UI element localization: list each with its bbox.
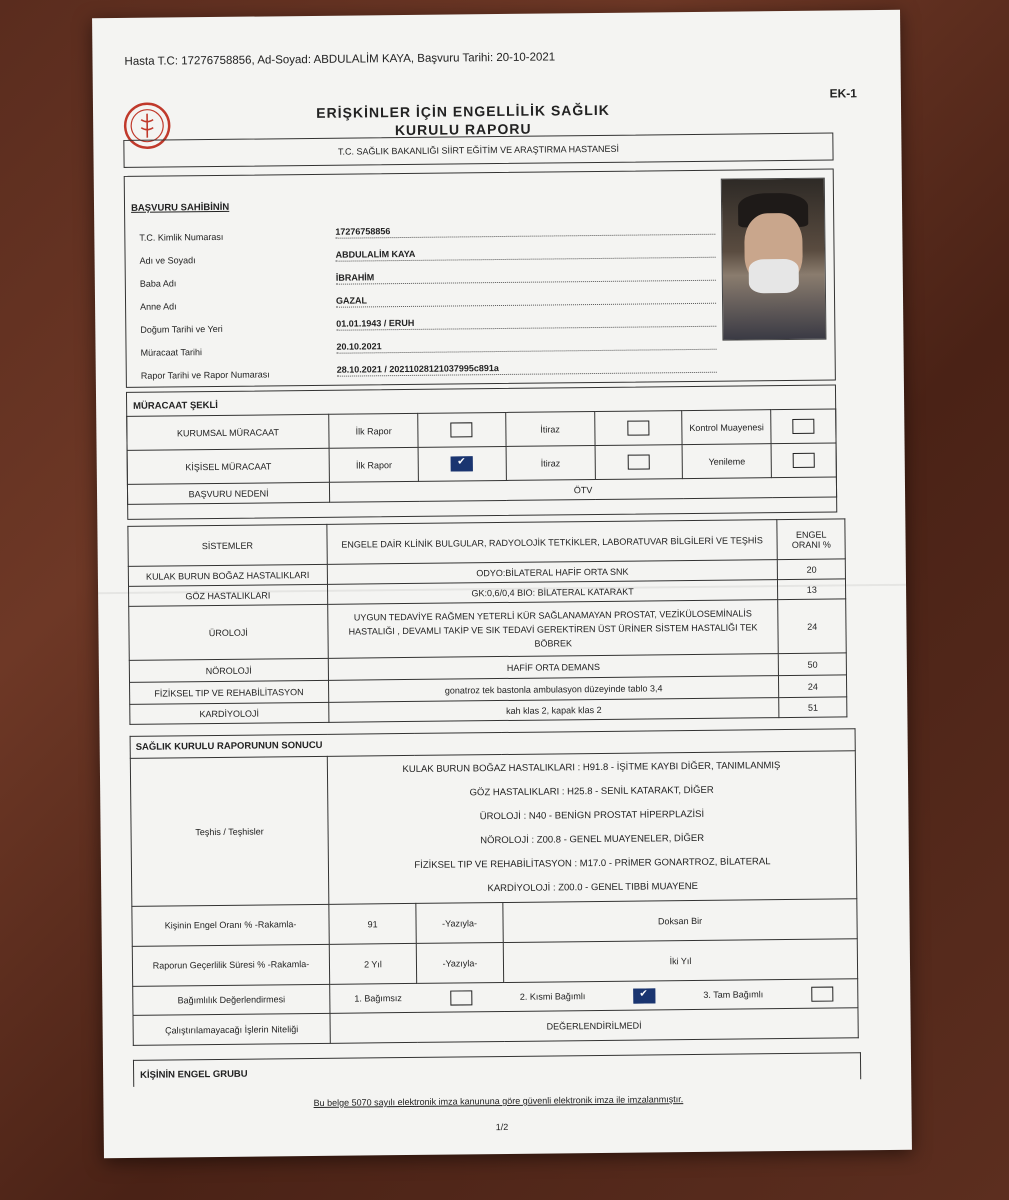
field-value-mother: GAZAL	[336, 292, 716, 308]
inst-first-report-label: İlk Rapor	[329, 413, 419, 448]
renewal-label: Yenileme	[682, 444, 772, 479]
rate-ftr: 24	[779, 675, 847, 698]
system-ftr: FİZİKSEL TIP VE REHABİLİTASYON	[130, 680, 329, 704]
field-value-report: 28.10.2021 / 20211028121037995c891a	[337, 361, 717, 377]
result-table	[130, 728, 859, 1046]
inst-first-report-checkbox[interactable]	[451, 422, 473, 437]
application-table	[126, 408, 837, 504]
pers-first-report-cell	[418, 446, 506, 481]
control-label: Kontrol Muayenesi	[682, 410, 772, 445]
field-label-birth: Doğum Tarihi ve Yeri	[140, 323, 223, 335]
system-ent: KULAK BURUN BOĞAZ HASTALIKLARI	[128, 564, 327, 586]
inst-objection-cell	[595, 411, 683, 446]
finding-ent: ODYO:BİLATERAL HAFİF ORTA SNK	[327, 560, 778, 585]
renewal-cell	[771, 443, 836, 478]
diagnosis-item: KULAK BURUN BOĞAZ HASTALIKLARI : H91.8 - İŞİTME KAYBI DİĞER, TANIMLANMIŞ	[402, 759, 781, 775]
dep-full-label: 3. Tam Bağımlı	[703, 989, 764, 1000]
applicant-section	[124, 169, 836, 388]
jobs-label: Çalıştırılamayacağı İşlerin Niteliği	[133, 1013, 330, 1045]
applicant-photo	[721, 178, 827, 341]
col-rate-header: ENGEL ORANI %	[777, 519, 845, 560]
dep-partial-checkbox[interactable]	[633, 988, 655, 1003]
inst-first-report-cell	[418, 412, 506, 447]
col-findings-header: ENGELE DAİR KLİNİK BULGULAR, RADYOLOJİK TETKİKLER, LABORATUVAR BİLGİLERİ VE TEŞHİS	[327, 520, 778, 565]
reason-label: BAŞVURU NEDENİ	[127, 482, 329, 504]
inst-objection-checkbox[interactable]	[627, 420, 649, 435]
field-value-father: İBRAHİM	[336, 269, 716, 285]
renewal-checkbox[interactable]	[793, 453, 815, 468]
field-label-apply-date: Müracaat Tarihi	[140, 347, 202, 358]
validity-number: 2 Yıl	[329, 943, 416, 984]
form-code: EK-1	[829, 86, 857, 101]
diagnosis-list	[327, 751, 857, 905]
field-value-birth: 01.01.1943 / ERUH	[336, 315, 716, 331]
finding-urology: UYGUN TEDAVİYE RAĞMEN YETERLİ KÜR SAĞLANAMAYAN PROSTAT, VEZİKÜLOSEMİNALİS HASTALIĞI , DEVAMLI TAKİP VE SIK TEDAVİ GEREKTİREN ÜST ÜRİNER SİSTEM HASTALIĞI TEK BÖBREK	[327, 600, 778, 659]
dep-independent-label: 1. Bağımsız	[354, 993, 402, 1004]
field-label-name: Adı ve Soyadı	[139, 255, 196, 266]
dep-independent-checkbox[interactable]	[450, 990, 472, 1005]
diagnosis-item: GÖZ HASTALIKLARI : H25.8 - SENİL KATARAKT, DİĞER	[469, 784, 714, 798]
rate-ent: 20	[778, 559, 846, 580]
application-section-title: MÜRACAAT ŞEKLİ	[133, 399, 218, 412]
rate-eye: 13	[778, 579, 846, 600]
pers-objection-checkbox[interactable]	[628, 454, 650, 469]
system-urology: ÜROLOJİ	[129, 604, 328, 660]
field-label-mother: Anne Adı	[140, 301, 177, 312]
finding-neurology: HAFİF ORTA DEMANS	[328, 654, 779, 681]
pers-objection-label: İtiraz	[506, 446, 596, 481]
rate-label: Kişinin Engel Oranı % -Rakamla-	[132, 904, 329, 946]
result-section-title: SAĞLIK KURULU RAPORUNUN SONUCU	[130, 729, 855, 759]
personal-label: KİŞİSEL MÜRACAAT	[127, 448, 329, 484]
dependency-label: Bağımlılık Değerlendirmesi	[133, 984, 330, 1015]
field-label-father: Baba Adı	[139, 278, 177, 289]
dep-partial-label: 2. Kısmi Bağımlı	[519, 991, 586, 1002]
inst-objection-label: İtiraz	[505, 412, 595, 447]
validity-written-label: -Yazıyla-	[416, 943, 503, 984]
hospital-name: T.C. SAĞLIK BAKANLIĞI SİİRT EĞİTİM VE ARAŞTIRMA HASTANESİ	[123, 133, 833, 168]
diagnosis-label: Teşhis / Teşhisler	[130, 756, 329, 906]
pers-first-report-checkbox[interactable]	[451, 456, 473, 471]
rate-written-label: -Yazıyla-	[416, 903, 503, 944]
field-label-tc: T.C. Kimlik Numarası	[139, 231, 224, 243]
validity-text: İki Yıl	[503, 939, 857, 983]
diagnosis-item: FİZİKSEL TIP VE REHABİLİTASYON : M17.0 - PRİMER GONARTROZ, BİLATERAL	[414, 855, 771, 871]
field-value-apply-date: 20.10.2021	[336, 338, 716, 354]
system-cardiology: KARDİYOLOJİ	[130, 702, 329, 724]
diagnosis-item: NÖROLOJİ : Z00.8 - GENEL MUAYENELER, DİĞER	[480, 832, 705, 846]
field-value-tc: 17276758856	[335, 223, 715, 239]
jobs-value: DEĞERLENDİRİLMEDİ	[330, 1008, 858, 1044]
rate-urology: 24	[778, 599, 846, 654]
system-eye: GÖZ HASTALIKLARI	[129, 584, 328, 606]
dep-full-checkbox[interactable]	[811, 986, 833, 1001]
applicant-section-title: BAŞVURU SAHİBİNİN	[130, 201, 230, 214]
reason-value: ÖTV	[330, 477, 837, 502]
group-section	[133, 1052, 861, 1087]
systems-table	[127, 518, 847, 725]
system-neurology: NÖROLOJİ	[129, 658, 328, 682]
field-value-name: ABDULALİM KAYA	[335, 246, 715, 262]
control-checkbox[interactable]	[792, 419, 814, 434]
control-cell	[771, 409, 836, 444]
patient-header: Hasta T.C: 17276758856, Ad-Soyad: ABDULALİM KAYA, Başvuru Tarihi: 20-10-2021	[124, 51, 556, 68]
rate-text: Doksan Bir	[503, 899, 857, 943]
finding-cardiology: kah klas 2, kapak klas 2	[328, 698, 779, 723]
title-line1: ERİŞKİNLER İÇİN ENGELLİLİK SAĞLIK	[316, 101, 610, 121]
report-page	[92, 10, 912, 1158]
photo-beard	[749, 259, 799, 294]
institutional-label: KURUMSAL MÜRACAAT	[127, 414, 329, 450]
validity-label: Raporun Geçerlilik Süresi % -Rakamla-	[132, 944, 329, 986]
finding-ftr: gonatroz tek bastonla ambulasyon düzeyinde tablo 3,4	[328, 676, 779, 703]
esignature-note: Bu belge 5070 sayılı elektronik imza kanununa göre güvenli elektronik imza ile imzalanmıştır.	[313, 1094, 684, 1109]
rate-neurology: 50	[779, 653, 847, 676]
field-label-report: Rapor Tarihi ve Rapor Numarası	[140, 369, 270, 381]
page-number: 1/2	[495, 1121, 509, 1133]
title-line2: KURULU RAPORU	[394, 120, 532, 139]
col-system-header: SİSTEMLER	[128, 524, 327, 566]
diagnosis-item: KARDİYOLOJİ : Z00.0 - GENEL TIBBİ MUAYENE	[487, 880, 698, 894]
rate-number: 91	[329, 903, 416, 944]
group-section-title: KİŞİNİN ENGEL GRUBU	[140, 1068, 248, 1081]
rate-cardiology: 51	[779, 697, 847, 718]
pers-first-report-label: İlk Rapor	[329, 447, 419, 482]
finding-eye: GK:0,6/0,4 BIO: BİLATERAL KATARAKT	[327, 580, 778, 605]
pers-objection-cell	[595, 445, 683, 480]
diagnosis-item: ÜROLOJİ : N40 - BENİGN PROSTAT HİPERPLAZİSİ	[479, 808, 705, 822]
